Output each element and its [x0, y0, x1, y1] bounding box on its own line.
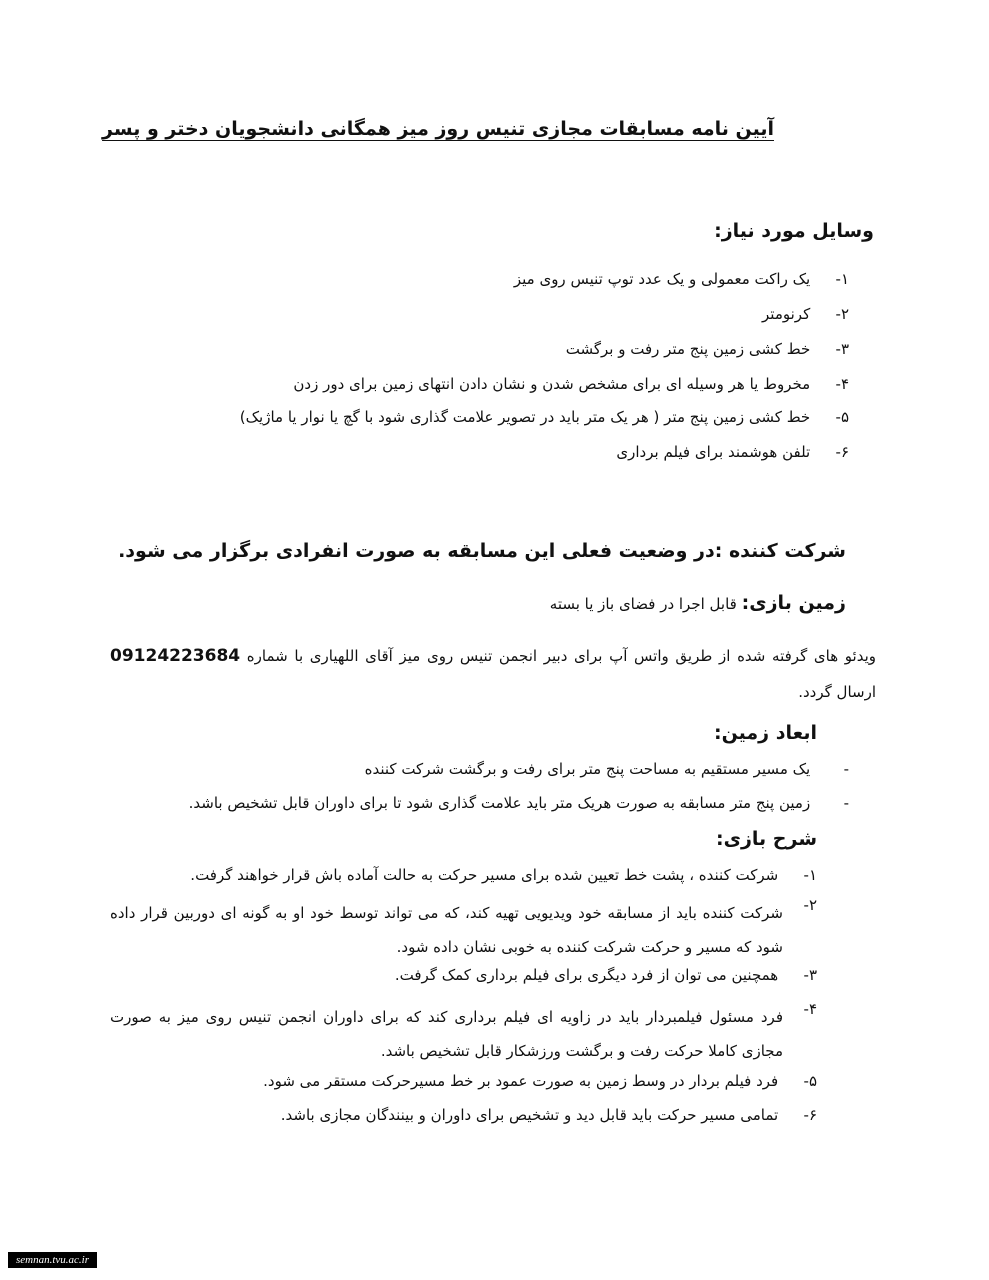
- list-number: ۵-: [835, 408, 849, 426]
- list-text: تمامی مسیر حرکت باید قابل دید و تشخیص برای داوران و بینندگان مجازی باشد.: [280, 1106, 779, 1124]
- list-text: یک راکت معمولی و یک عدد توپ تنیس روی میز: [513, 270, 811, 288]
- phone-number: 09124223684: [110, 646, 241, 666]
- site-watermark: semnan.tvu.ac.ir: [8, 1252, 97, 1268]
- list-number: ۴-: [835, 375, 849, 393]
- field-text: قابل اجرا در فضای باز یا بسته: [549, 595, 737, 613]
- rules-item-text: فرد مسئول فیلمبردار باید در زاویه ای فیلم برداری کند که برای داوران انجمن تنیس روی میز به صورت مجازی کاملا حرکت رفت و برگشت ورزشکار قابل تشخیص باشد.: [110, 1008, 783, 1060]
- list-number: ۱-: [803, 866, 817, 884]
- participant-statement: شرکت کننده :در وضعیت فعلی این مسابقه به صورت انفرادی برگزار می شود.: [118, 540, 846, 562]
- field-label: زمین بازی:: [741, 592, 846, 614]
- list-number: ۶-: [835, 443, 849, 461]
- list-number: ۳-: [835, 340, 849, 358]
- equipment-item: [293, 375, 849, 393]
- list-number: ۵-: [803, 1072, 817, 1090]
- list-text: همچنین می توان از فرد دیگری برای فیلم برداری کمک گرفت.: [394, 966, 779, 984]
- list-number: ۱-: [835, 270, 849, 288]
- field-line: [550, 592, 846, 614]
- dimensions-item: [365, 760, 849, 778]
- equipment-heading: وسایل مورد نیاز:: [714, 220, 874, 242]
- rules-item: [281, 1106, 817, 1124]
- document-title: آیین نامه مسابقات مجازی تنیس روز میز همگانی دانشجویان دختر و پسر: [102, 118, 774, 140]
- list-text: کرنومتر: [762, 305, 811, 323]
- list-number: ۲-: [803, 896, 817, 914]
- list-bullet: -: [843, 760, 849, 778]
- list-text: مخروط یا هر وسیله ای برای مشخص شدن و نشان دادن انتهای زمین برای دور زدن: [293, 375, 811, 393]
- list-number: ۴-: [803, 1000, 817, 1018]
- list-text: تلفن هوشمند برای فیلم برداری: [616, 443, 811, 461]
- list-text: شرکت کننده ، پشت خط تعیین شده برای مسیر حرکت به حالت آماده باش قرار خواهند گرفت.: [190, 866, 779, 884]
- equipment-item: [566, 340, 849, 358]
- list-text: زمین پنج متر مسابقه به صورت هریک متر باید علامت گذاری شود تا برای داوران قابل تشخیص باشد.: [188, 794, 811, 812]
- list-number: ۶-: [803, 1106, 817, 1124]
- list-text: یک مسیر مستقیم به مساحت پنج متر برای رفت و برگشت شرکت کننده: [364, 760, 811, 778]
- rules-heading: شرح بازی:: [715, 828, 817, 850]
- list-number: ۳-: [803, 966, 817, 984]
- rules-item-text: شرکت کننده باید از مسابقه خود ویدیویی تهیه کند، که می تواند توسط خود او به گونه ای دوربین قرار داده شود که مسیر و حرکت شرکت کننده به خوبی نشان داده شود.: [110, 904, 783, 956]
- video-paragraph: [110, 638, 876, 710]
- equipment-item: [762, 305, 849, 323]
- rules-item: [263, 1072, 817, 1090]
- list-text: خط کشی زمین پنج متر رفت و برگشت: [565, 340, 811, 358]
- list-text: خط کشی زمین پنج متر ( هر یک متر باید در تصویر علامت گذاری شود با گچ یا نوار یا ماژیک): [239, 408, 811, 426]
- list-number: ۲-: [835, 305, 849, 323]
- equipment-item: [616, 443, 849, 461]
- video-text-a: ویدئو های گرفته شده از طریق واتس آپ برای دبیر انجمن تنیس روی میز آقای اللهیاری با شماره: [240, 647, 876, 665]
- rules-item: [395, 966, 817, 984]
- dimensions-item: [189, 794, 849, 812]
- rules-item: [190, 866, 817, 884]
- list-text: فرد فیلم بردار در وسط زمین به صورت عمود بر خط مسیرحرکت مستقر می شود.: [263, 1072, 779, 1090]
- equipment-item: [514, 270, 849, 288]
- dimensions-heading: ابعاد زمین:: [713, 722, 817, 744]
- list-bullet: -: [843, 794, 849, 812]
- equipment-item: [240, 408, 849, 426]
- video-text-b: ارسال گردد.: [798, 683, 876, 701]
